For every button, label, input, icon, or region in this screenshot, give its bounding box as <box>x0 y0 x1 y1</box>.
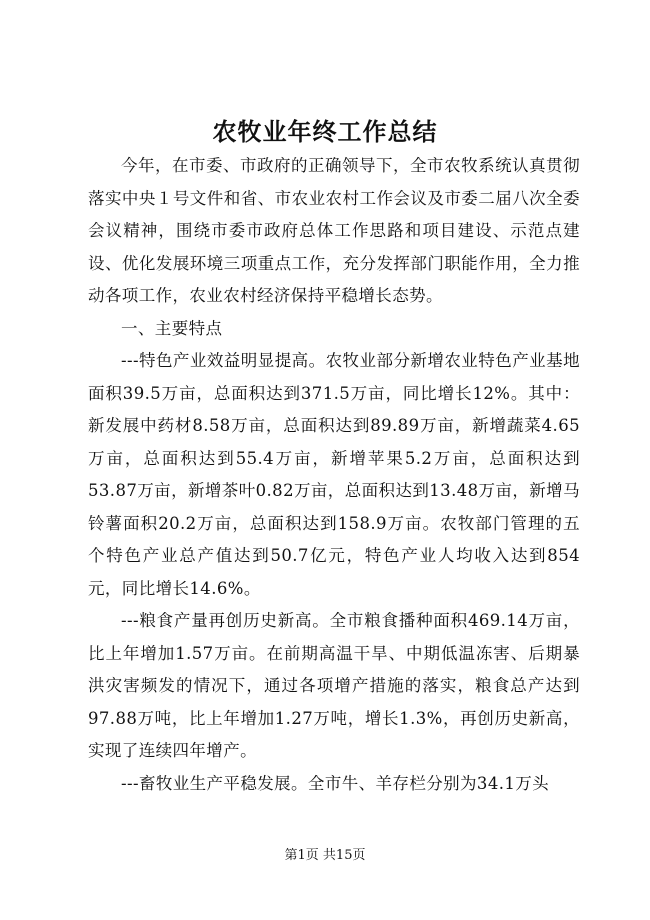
section-heading: 一、主要特点 <box>121 318 223 338</box>
specialty-industry-paragraph: ---特色产业效益明显提高。农牧业部分新增农业特色产业基地面积39.5万亩，总面积达到371.5万亩，同比增长12%。其中：新发展中药材8.58万亩，总面积达到89.89万亩，新增蔬菜4.65万亩，总面积达到55.4万亩，新增苹果5.2万亩，总面积达到53.87万亩，新增茶叶0.82万亩，总面积达到13.48万亩，新增马铃薯面积20.2万亩，总面积达到158.9万亩。农牧部门管理的五个特色产业总产值达到50.7亿元，特色产业人均收入达到854元，同比增长14.6%。 <box>88 351 580 598</box>
page-title: 农牧业年终工作总结 <box>212 117 438 146</box>
livestock-paragraph: ---畜牧业生产平稳发展。全市牛、羊存栏分别为34.1万头 <box>121 773 550 793</box>
document-body <box>88 150 580 800</box>
grain-output-paragraph: ---粮食产量再创历史新高。全市粮食播种面积469.14万亩，比上年增加1.57万亩。在前期高温干旱、中期低温冻害、后期暴洪灾害频发的情况下，通过各项增产措施的落实，粮食总产达到97.88万吨，比上年增加1.27万吨，增长1.3%，再创历史新高，实现了连续四年增产。 <box>88 611 580 760</box>
page-number-footer: 第1页 共15页 <box>284 848 366 863</box>
intro-paragraph: 今年，在市委、市政府的正确领导下，全市农牧系统认真贯彻落实中央１号文件和省、市农业农村工作会议及市委二届八次全委会议精神，围绕市委市政府总体工作思路和项目建设、示范点建设、优化发展环境三项重点工作，充分发挥部门职能作用，全力推动各项工作，农业农村经济保持平稳增长态势。 <box>88 156 580 305</box>
